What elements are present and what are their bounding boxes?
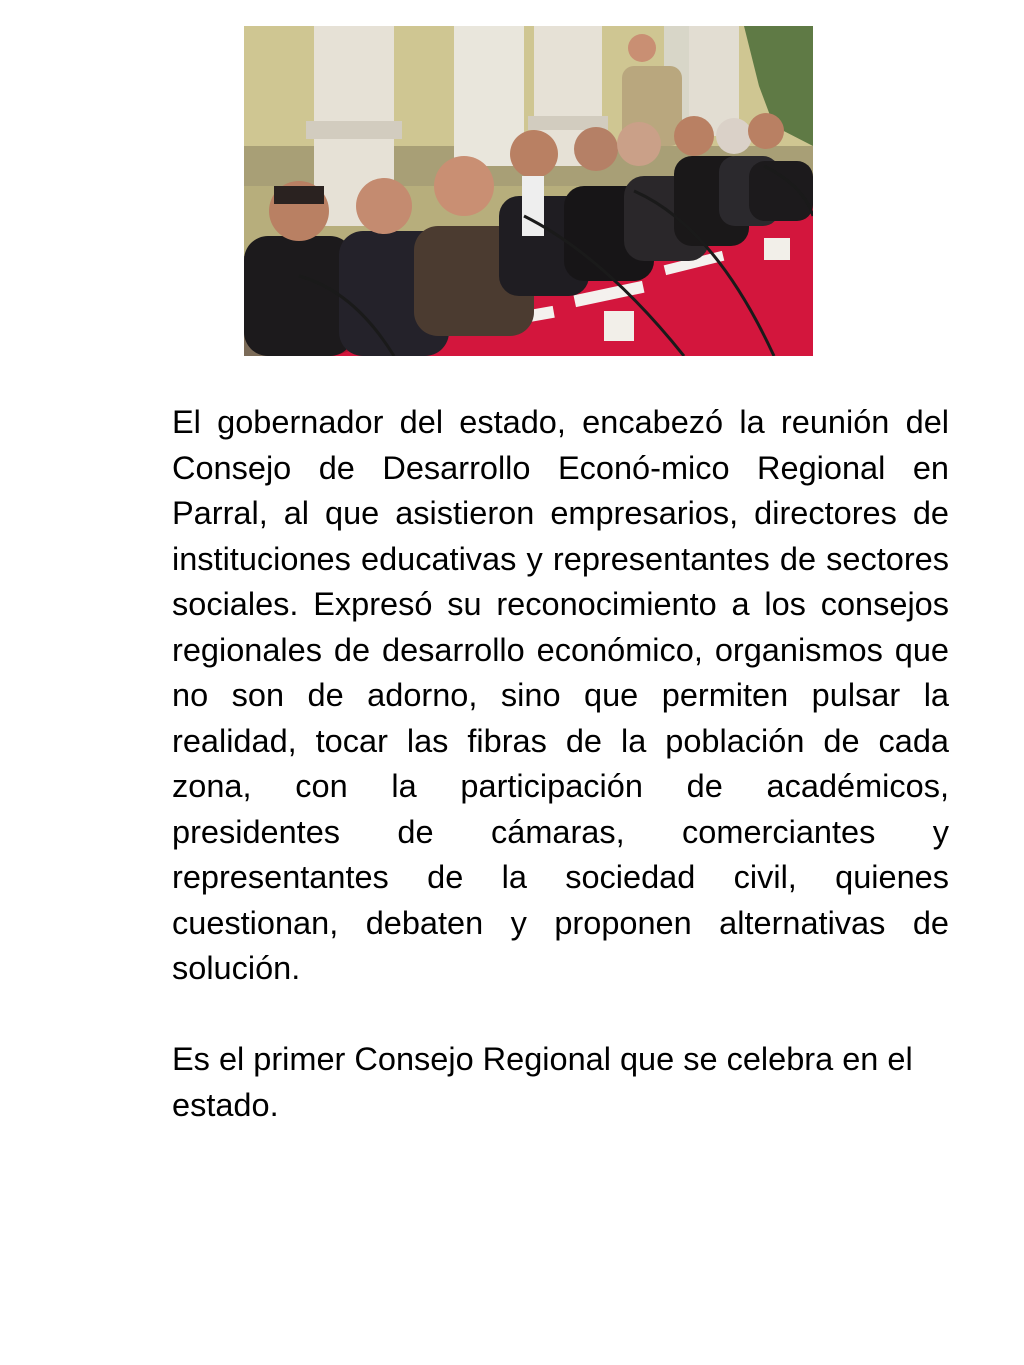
meeting-photo — [244, 26, 813, 356]
article-body — [172, 400, 949, 1174]
article-paragraph: El gobernador del estado, encabezó la reunión del Consejo de Desarrollo Econó-mico Regional en Parral, al que asistieron empresarios, directores de instituciones educativas y representantes de sectores sociales. Expresó su reconocimiento a los consejos regionales de desarrollo económico, organismos que no son de adorno, sino que permiten pulsar la realidad, tocar las fibras de la población de cada zona, con la participación de académicos, presidentes de cámaras, comerciantes y representantes de la sociedad civil, quienes cuestionan, debaten y proponen alternativas de solución. — [172, 404, 949, 986]
article-paragraph: Es el primer Consejo Regional que se celebra en el estado. — [172, 1041, 913, 1123]
